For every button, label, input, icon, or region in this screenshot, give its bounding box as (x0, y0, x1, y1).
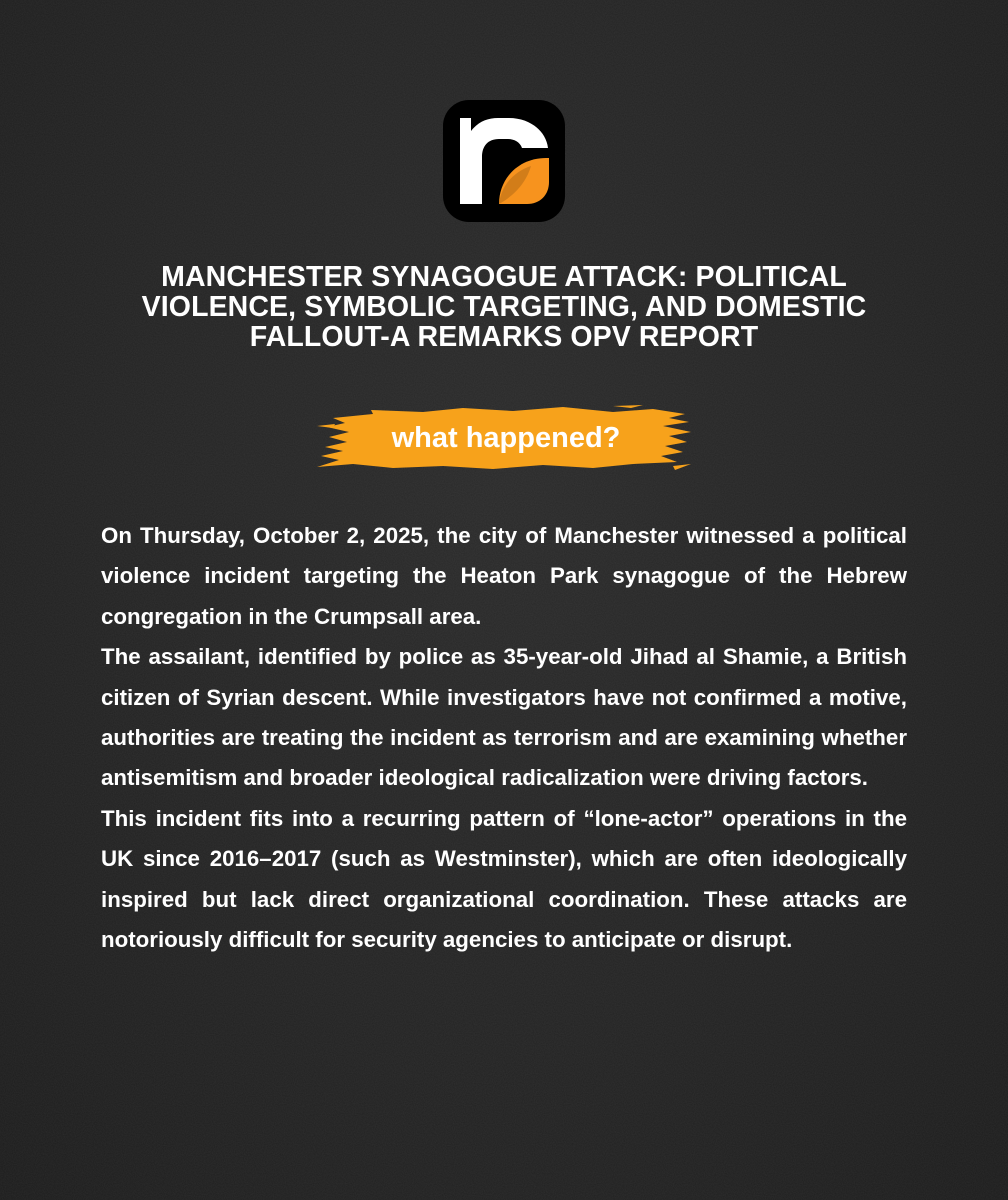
report-title (80, 262, 928, 352)
body-paragraph: The assailant, identified by police as 35-year-old Jihad al Shamie, a British citizen of Syrian descent. While investigators have not confirmed a motive, authorities are treating the incident as terrorism and are examining whether antisemitism and broader ideological radicalization were driving factors. (101, 644, 907, 791)
r-logo-icon (443, 100, 565, 222)
body-paragraph: On Thursday, October 2, 2025, the city of Manchester witnessed a political violence incident targeting the Heaton Park synagogue of the Hebrew congregation in the Crumpsall area. (101, 523, 907, 629)
body-paragraph: This incident fits into a recurring pattern of “lone-actor” operations in the UK since 2016–2017 (such as Westminster), which are often ideologically inspired but lack direct organizational coordination. These attacks are notoriously difficult for security agencies to anticipate or disrupt. (101, 805, 907, 953)
article-body (101, 516, 907, 960)
title-line: FALLOUT-A REMARKS OPV REPORT (249, 321, 759, 353)
title-line: MANCHESTER SYNAGOGUE ATTACK: POLITICAL (161, 261, 847, 293)
title-line: VIOLENCE, SYMBOLIC TARGETING, AND DOMESTIC (141, 291, 867, 323)
section-heading: what happened? (391, 421, 621, 454)
